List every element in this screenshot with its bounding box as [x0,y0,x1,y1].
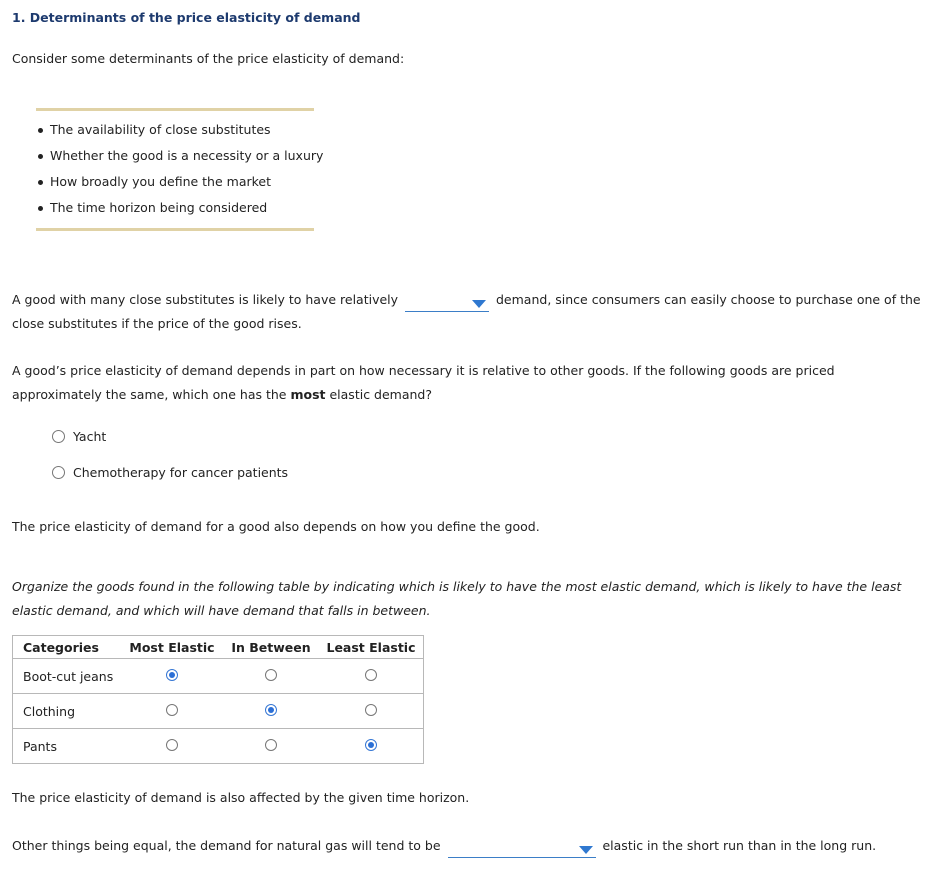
header-categories: Categories [13,636,122,659]
time-text-before: Other things being equal, the demand for natural gas will tend to be [12,838,441,853]
table-row [13,659,424,694]
table-row [13,729,424,764]
radio-most-elastic[interactable] [166,704,178,716]
option-yacht[interactable] [52,429,106,444]
necessity-text-before: A good’s price elasticity of demand depends in part on how necessary it is relative to other goods. If the following goods are priced approximately the same, which one has the [12,363,835,402]
row-label: Boot-cut jeans [13,659,122,694]
radio-most-elastic[interactable] [166,669,178,681]
definition-statement: The price elasticity of demand for a good also depends on how you define the good. [12,519,540,534]
radio-icon[interactable] [52,430,65,443]
top-divider [36,108,314,111]
question-title: 1. Determinants of the price elasticity of demand [12,10,361,25]
time-text-after: elastic in the short run than in the long run. [602,838,877,853]
bottom-divider [36,228,314,231]
time-horizon-dropdown[interactable] [448,841,596,858]
necessity-emphasis: most [290,387,326,402]
radio-least-elastic[interactable] [365,669,377,681]
substitutes-text-before: A good with many close substitutes is likely to have relatively [12,292,399,307]
radio-in-between[interactable] [265,739,277,751]
list-item: Whether the good is a necessity or a luxury [36,148,323,174]
substitutes-question [12,288,925,336]
header-in-between: In Between [223,636,319,659]
radio-in-between[interactable] [265,669,277,681]
row-label: Pants [13,729,122,764]
intro-text: Consider some determinants of the price elasticity of demand: [12,51,405,66]
radio-least-elastic[interactable] [365,739,377,751]
elasticity-table [12,635,424,764]
time-horizon-statement: The price elasticity of demand is also affected by the given time horizon. [12,790,470,805]
option-chemotherapy[interactable] [52,465,288,480]
table-instruction: Organize the goods found in the following table by indicating which is likely to have the most elastic demand, which is likely to have the least elastic demand, and which will have demand that falls in between. [12,579,902,618]
header-most-elastic: Most Elastic [121,636,223,659]
table-header-row [13,636,424,659]
necessity-text-after: elastic demand? [329,387,432,402]
list-item: How broadly you define the market [36,174,323,200]
time-horizon-question [12,834,925,858]
table-row [13,694,424,729]
substitutes-dropdown[interactable] [405,295,489,312]
radio-icon[interactable] [52,466,65,479]
option-label: Chemotherapy for cancer patients [73,465,289,480]
radio-least-elastic[interactable] [365,704,377,716]
radio-in-between[interactable] [265,704,277,716]
determinants-list [36,122,323,226]
radio-most-elastic[interactable] [166,739,178,751]
dropdown-arrow-icon [579,846,593,854]
substitutes-text-after: demand, since consumers can easily choose to purchase one of the close substitutes if the price of the good rises. [12,292,921,331]
necessity-question [12,359,925,407]
list-item: The time horizon being considered [36,200,323,226]
row-label: Clothing [13,694,122,729]
option-label: Yacht [73,429,107,444]
dropdown-arrow-icon [472,300,486,308]
header-least-elastic: Least Elastic [319,636,424,659]
list-item: The availability of close substitutes [36,122,323,148]
